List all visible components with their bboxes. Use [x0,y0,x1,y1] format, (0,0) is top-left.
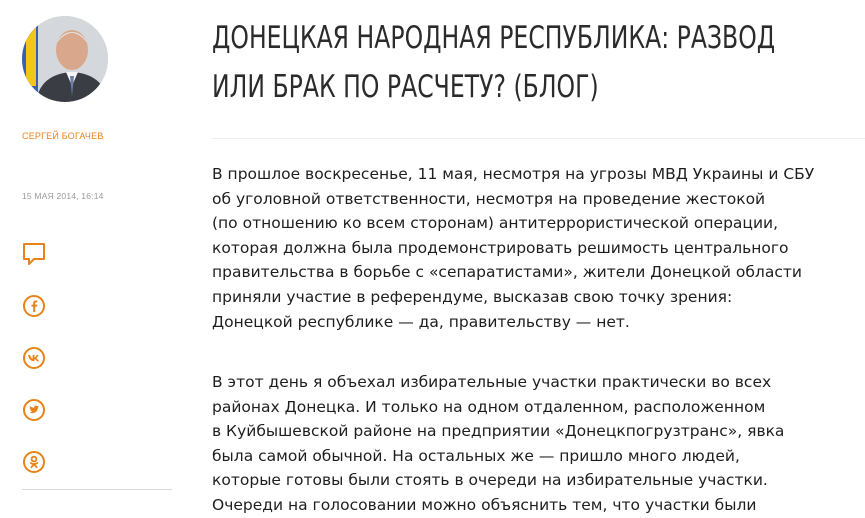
author-name[interactable]: СЕРГЕЙ БОГАЧЕВ [22,131,104,141]
article-title-line1: ДОНЕЦКАЯ НАРОДНАЯ РЕСПУБЛИКА: РАЗВОД [212,20,776,56]
sidebar-divider [22,489,172,490]
article-title-line2: ИЛИ БРАК ПО РАСЧЕТУ? (БЛОГ) [212,69,599,105]
comment-icon[interactable] [22,242,46,266]
twitter-icon[interactable] [22,398,46,422]
facebook-icon[interactable] [22,294,46,318]
title-divider [212,138,865,139]
author-avatar[interactable] [22,16,108,102]
odnoklassniki-icon[interactable] [22,450,46,474]
share-panel [22,242,46,502]
article-paragraph: В этот день я объехал избирательные участки практически во всех районах Донецка. И только на одном отдаленном, расположенном в Куйбышевской районе на предприятии «Донецкпогрузтранс», явка была самой обычной. На остальных же — пришло много людей, которые готовы были стоять в очереди на избирательные участки. Очереди на голосовании можно объяснить тем, что участки были [212,373,785,514]
article-title [212,14,776,112]
publish-date: 15 МАЯ 2014, 16:14 [22,191,104,201]
vk-icon[interactable] [22,346,46,370]
article-paragraph: В прошлое воскресенье, 11 мая, несмотря на угрозы МВД Украины и СБУ об уголовной ответственности, несмотря на проведение жестокой (по отношению ко всем сторонам) антитеррористической операции, которая должна была продемонстрировать решимость центрального правительства в борьбе с «сепаратистами», жители Донецкой области приняли участие в референдуме, высказав свою точку зрения: Донецкой республике — да, правительству — нет. [212,165,815,331]
